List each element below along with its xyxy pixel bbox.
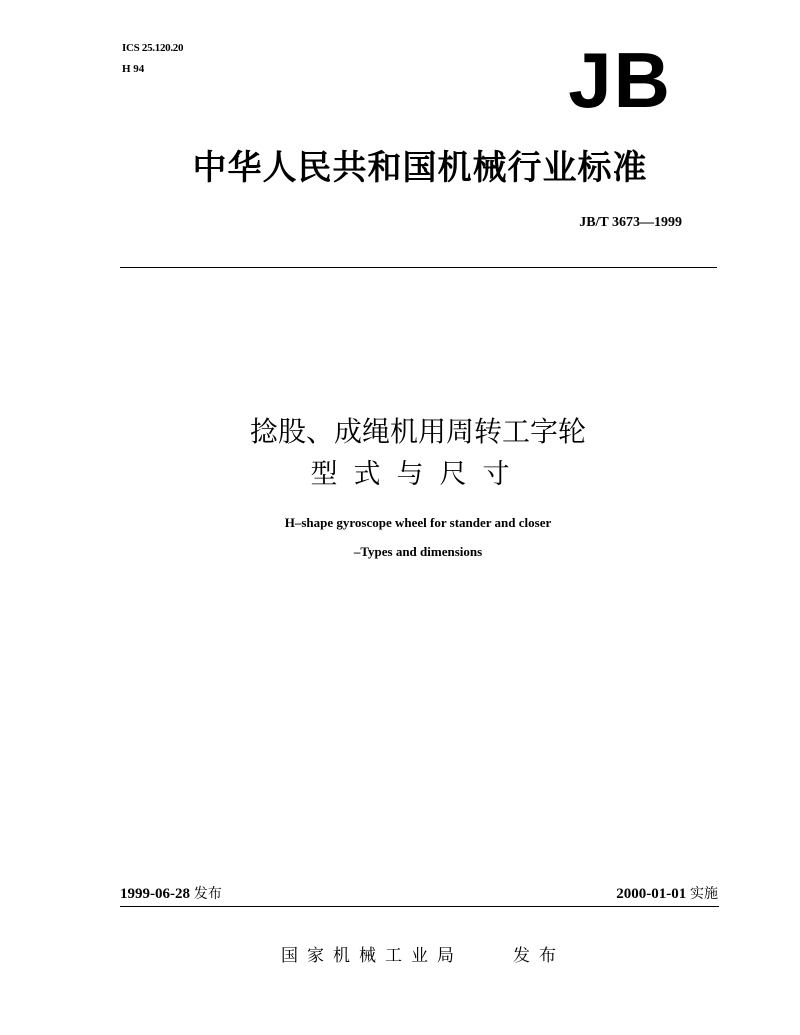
implement-date-block	[616, 883, 718, 903]
title-english-line1: H–shape gyroscope wheel for stander and closer	[284, 515, 552, 530]
title-english-line2: –Types and dimensions	[353, 544, 483, 559]
ics-code: ICS 25.120.20	[122, 42, 184, 54]
issuer-action: 发布	[513, 946, 565, 966]
organization-title: 中华人民共和国机械行业标准	[192, 148, 648, 188]
issue-date: 1999-06-28	[120, 886, 190, 902]
classification-code: H 94	[122, 63, 145, 75]
implement-date: 2000-01-01	[616, 886, 687, 902]
title-chinese-line1: 捻股、成绳机用周转工字轮	[249, 415, 586, 448]
issue-label: 发布	[193, 886, 222, 902]
footer-divider	[120, 906, 719, 907]
jb-logo: JB	[568, 36, 672, 124]
standard-code: JB/T 3673—1999	[579, 215, 682, 230]
issuer-name: 国家机械工业局	[281, 946, 463, 966]
implement-label: 实施	[690, 886, 718, 902]
issue-date-block	[120, 883, 222, 903]
header-divider	[120, 267, 717, 268]
title-chinese-line2: 型式与尺寸	[310, 459, 526, 490]
